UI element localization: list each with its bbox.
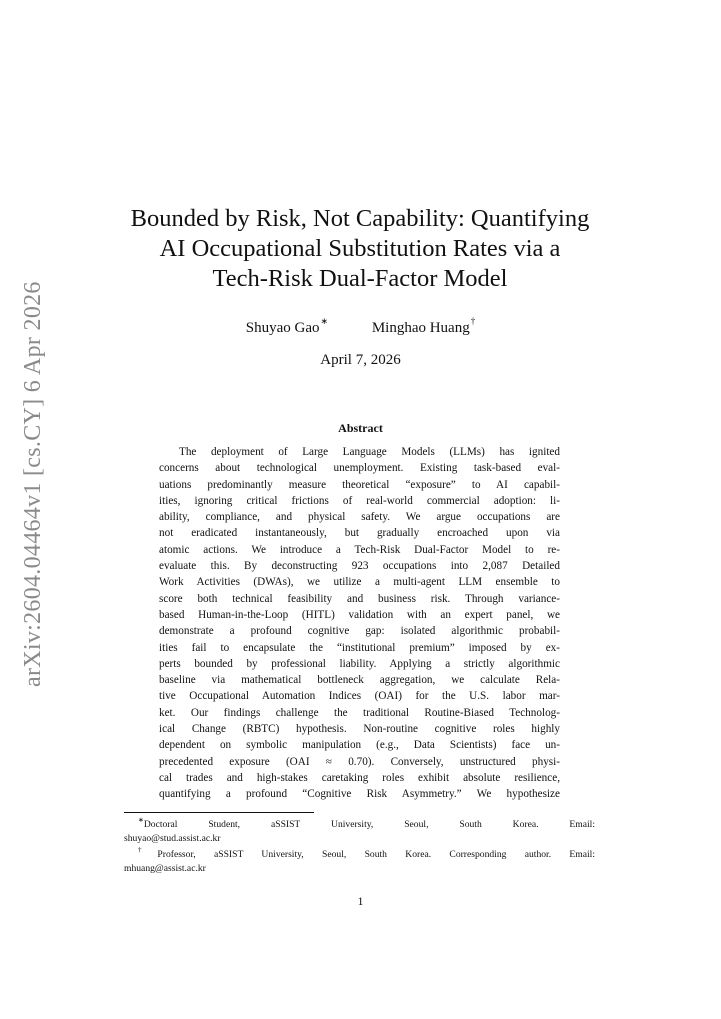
footnote-2 (124, 845, 595, 862)
page-number: 1 (357, 894, 364, 908)
footnote-1 (124, 815, 595, 832)
author-name: Minghao Huang (371, 320, 470, 336)
abstract-line: precedented exposure (OAI ≈ 0.70). Conversely, unstructured physi- (159, 755, 560, 768)
abstract-line: ket. Our findings challenge the traditional Routine-Biased Technolog- (159, 706, 560, 719)
abstract-line: ical Change (RBTC) hypothesis. Non-routine cognitive roles highly (159, 723, 560, 736)
title-line: Tech-Risk Dual-Factor Model (212, 265, 508, 292)
footnote-separator (124, 812, 314, 813)
footnote-1-email: shuyao@stud.assist.ac.kr (124, 832, 221, 844)
abstract-line: baseline via mathematical bottleneck aggregation, we calculate Rela- (159, 674, 560, 687)
author (372, 318, 475, 337)
arxiv-identifier-stamp: arXiv:2604.04464v1 [cs.CY] 6 Apr 2026 (20, 281, 46, 687)
author-footnote-mark: † (470, 316, 476, 326)
publication-date: April 7, 2026 (320, 352, 401, 368)
author-name: Shuyao Gao (245, 320, 320, 336)
abstract-line: score both technical feasibility and business risk. Through variance- (159, 592, 560, 605)
abstract-line: quantifying a profound “Cognitive Risk Asymmetry.” We hypothesize (159, 788, 560, 801)
author-footnote-mark: ∗ (320, 316, 329, 326)
abstract-line: not eradicated instantaneously, but gradually encroached upon via (159, 527, 560, 540)
abstract-line: evaluate this. By deconstructing 923 occupations into 2,087 Detailed (159, 560, 560, 573)
footnotes (124, 815, 595, 875)
abstract-line: ities, ignoring critical frictions of real-world commercial adoption: li- (159, 494, 560, 507)
abstract-line: The deployment of Large Language Models (LLMs) has ignited (179, 446, 560, 458)
footnote-text: Doctoral Student, aSSIST University, Seoul, South Korea. Email: (143, 819, 595, 831)
footnote-text: Professor, aSSIST University, Seoul, South Korea. Corresponding author. Email: (157, 849, 596, 861)
abstract-line: perts bounded by professional liability. Applying a strictly algorithmic (159, 657, 560, 670)
abstract-line: dependent on symbolic manipulation (e.g., Data Scientists) face un- (159, 739, 560, 752)
footnote-2-email: mhuang@assist.ac.kr (124, 862, 206, 874)
author-list (0, 318, 721, 337)
abstract-line: Work Activities (DWAs), we utilize a multi-agent LLM ensemble to (159, 576, 560, 589)
abstract-line: concerns about technological unemployment. Existing task-based eval- (159, 462, 560, 475)
abstract-line: ability, compliance, and physical safety. We argue occupations are (159, 511, 560, 524)
abstract-line: atomic actions. We introduce a Tech-Risk Dual-Factor Model to re- (159, 543, 560, 556)
abstract-line: cal trades and high-stakes caretaking roles exhibit absolute resilience, (159, 771, 560, 784)
title-line: Bounded by Risk, Not Capability: Quantifying (130, 205, 590, 232)
abstract-line: based Human-in-the-Loop (HITL) validation with an expert panel, we (159, 608, 560, 621)
abstract-heading: Abstract (338, 421, 383, 435)
paper-title (110, 204, 610, 294)
author (246, 318, 328, 337)
footnote-mark: ∗ (138, 816, 144, 824)
abstract-line: tive Occupational Automation Indices (OAI) for the U.S. labor mar- (159, 690, 560, 703)
abstract-line: demonstrate a profound cognitive gap: isolated algorithmic probabil- (159, 625, 560, 638)
title-line: AI Occupational Substitution Rates via a (159, 235, 561, 262)
abstract-body (159, 444, 560, 803)
abstract-line: uations predominantly measure theoretical “exposure” to AI capabil- (159, 478, 560, 491)
footnote-mark: † (138, 846, 158, 855)
abstract-line: ities fail to encapsulate the “institutional premium” imposed by ex- (159, 641, 560, 654)
